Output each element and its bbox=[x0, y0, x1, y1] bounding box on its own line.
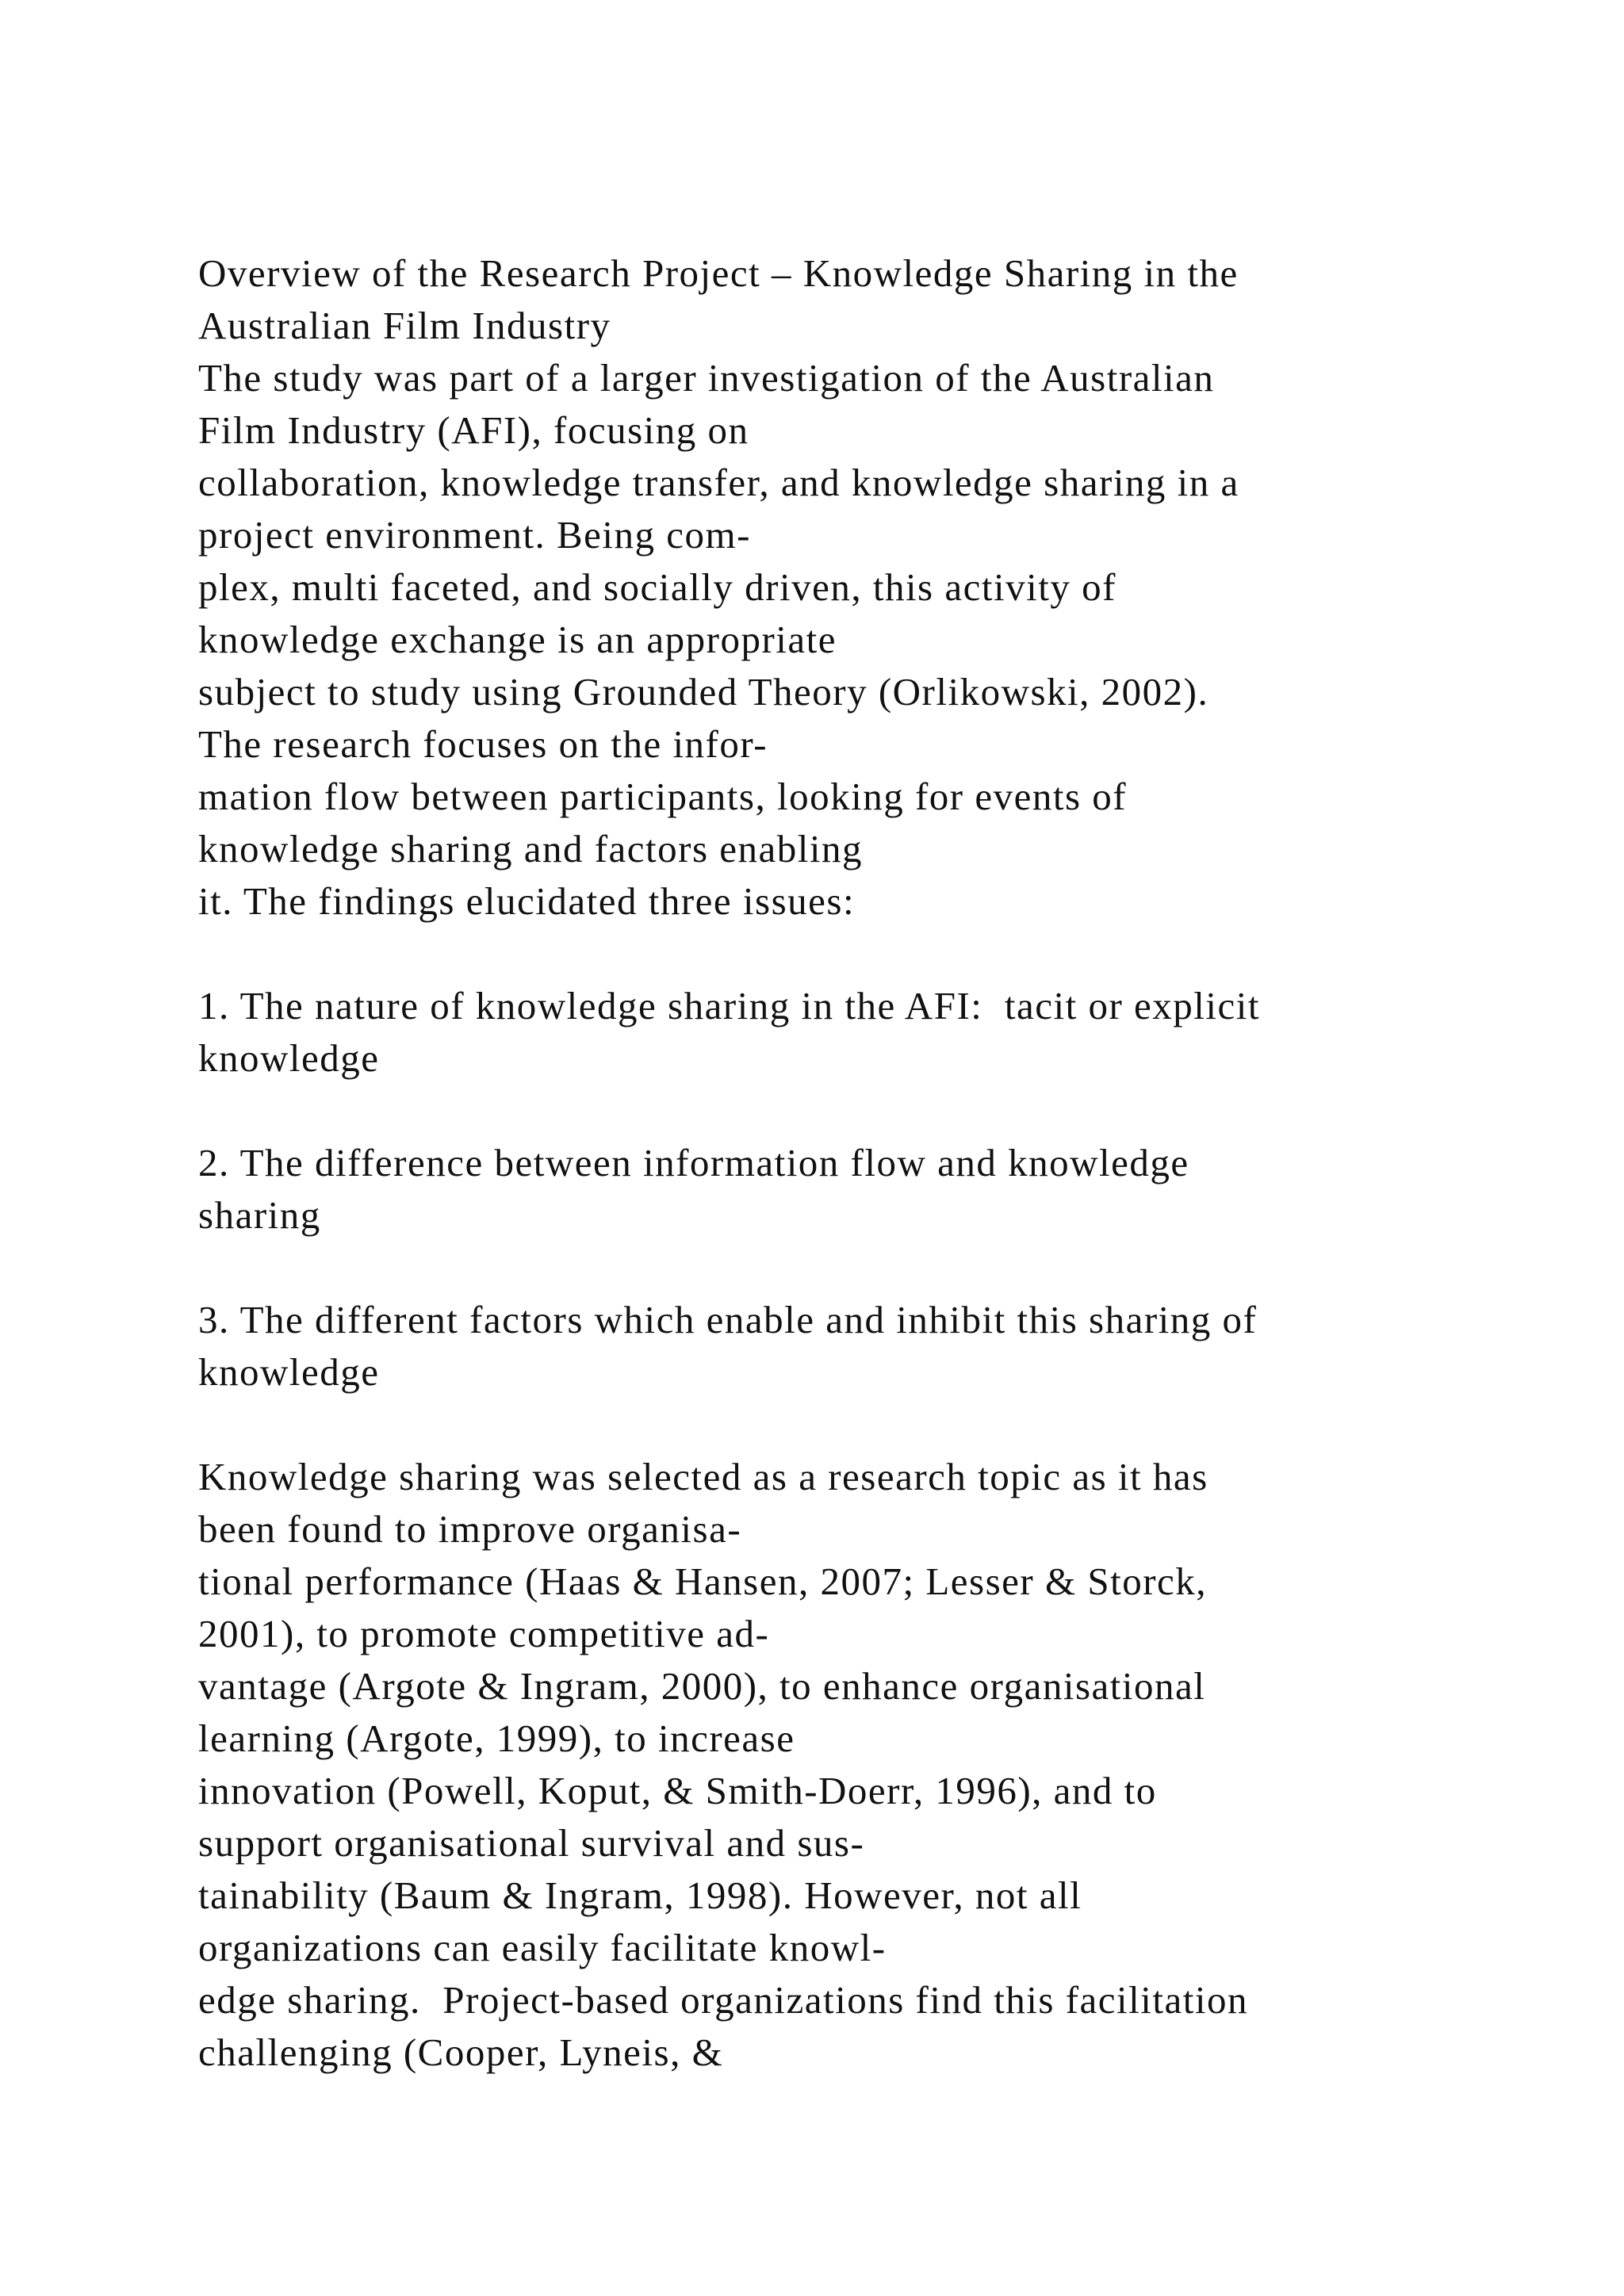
text-line: innovation (Powell, Koput, & Smith-Doerr, 1996), and to bbox=[198, 1769, 1157, 1812]
text-line: project environment. Being com- bbox=[198, 513, 751, 557]
text-line: mation flow between participants, looking for events of bbox=[198, 775, 1128, 818]
text-line: tainability (Baum & Ingram, 1998). However, not all bbox=[198, 1873, 1082, 1917]
list-item-2-continued: sharing bbox=[198, 1193, 321, 1237]
text-line: support organisational survival and sus- bbox=[198, 1821, 865, 1865]
text-line: tional performance (Haas & Hansen, 2007; Lesser & Storck, bbox=[198, 1559, 1208, 1603]
text-line: challenging (Cooper, Lyneis, & bbox=[198, 2030, 724, 2074]
text-line: collaboration, knowledge transfer, and knowledge sharing in a bbox=[198, 461, 1239, 504]
text-line: vantage (Argote & Ingram, 2000), to enhance organisational bbox=[198, 1664, 1206, 1708]
text-line: organizations can easily facilitate knowl- bbox=[198, 1926, 887, 1969]
blank-line bbox=[198, 1242, 1546, 1294]
text-line: knowledge exchange is an appropriate bbox=[198, 618, 837, 661]
text-line: learning (Argote, 1999), to increase bbox=[198, 1716, 795, 1760]
document-body bbox=[198, 247, 1546, 2079]
text-line: Knowledge sharing was selected as a research topic as it has bbox=[198, 1455, 1208, 1498]
text-line: The research focuses on the infor- bbox=[198, 722, 768, 766]
text-line: 2001), to promote competitive ad- bbox=[198, 1612, 770, 1655]
text-line: plex, multi faceted, and socially driven, this activity of bbox=[198, 565, 1116, 609]
list-item-1: 1. The nature of knowledge sharing in the AFI: tacit or explicit bbox=[198, 984, 1260, 1027]
text-line: been found to improve organisa- bbox=[198, 1507, 742, 1551]
list-item-1-continued: knowledge bbox=[198, 1036, 380, 1080]
list-item-3: 3. The different factors which enable and inhibit this sharing of bbox=[198, 1298, 1258, 1341]
blank-line bbox=[198, 928, 1546, 980]
list-item-2: 2. The difference between information flow and knowledge bbox=[198, 1141, 1189, 1184]
blank-line bbox=[198, 1085, 1546, 1137]
text-line: Film Industry (AFI), focusing on bbox=[198, 408, 749, 452]
text-line: Australian Film Industry bbox=[198, 304, 611, 347]
text-line: Overview of the Research Project – Knowledge Sharing in the bbox=[198, 251, 1239, 295]
text-line: knowledge sharing and factors enabling bbox=[198, 827, 864, 871]
text-line: it. The findings elucidated three issues: bbox=[198, 879, 856, 923]
text-line: subject to study using Grounded Theory (Orlikowski, 2002). bbox=[198, 670, 1209, 714]
text-line: edge sharing. Project-based organizations find this facilitation bbox=[198, 1978, 1248, 2022]
text-line: The study was part of a larger investigation of the Australian bbox=[198, 356, 1215, 400]
blank-line bbox=[198, 1399, 1546, 1451]
list-item-3-continued: knowledge bbox=[198, 1350, 380, 1394]
